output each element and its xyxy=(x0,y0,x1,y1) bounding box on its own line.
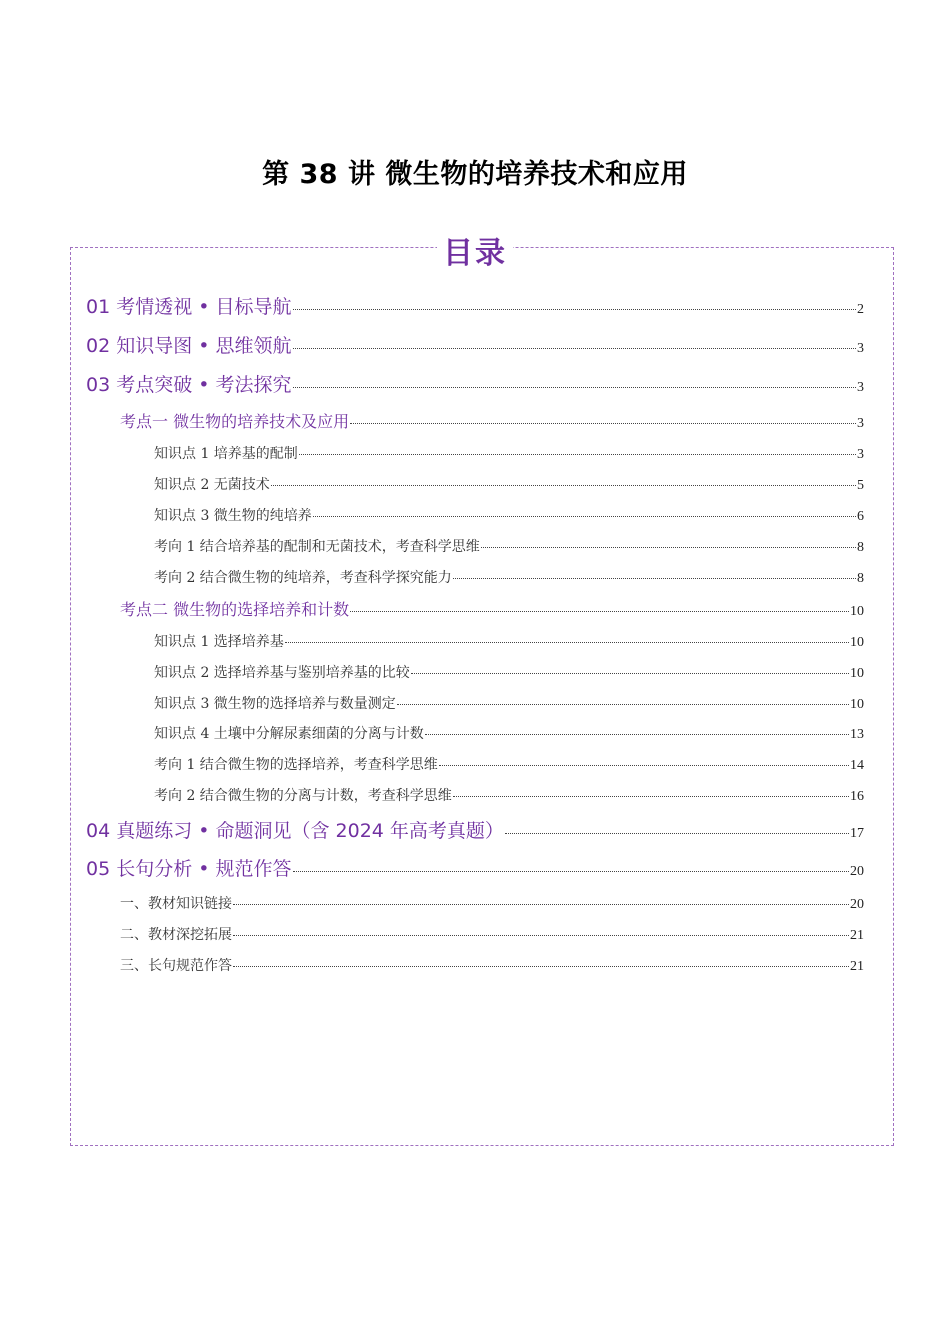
toc-entry-kaoxiang-2-1[interactable] xyxy=(154,754,864,774)
dot-leader xyxy=(293,387,856,388)
dot-leader xyxy=(411,673,849,674)
dot-leader xyxy=(293,348,856,349)
toc-entry-label: 知识点 3 微生物的纯培养 xyxy=(154,508,312,524)
toc-entry-label: 考向 2 结合微生物的分离与计数，考查科学思维 xyxy=(154,788,452,804)
toc-entry-label: 三、长句规范作答 xyxy=(120,958,232,974)
toc-entry-label: 考点二 微生物的选择培养和计数 xyxy=(120,600,350,619)
toc-entry-kaoxiang-1-2[interactable] xyxy=(154,567,864,587)
toc-entry-zhishidian-2-2[interactable] xyxy=(154,662,864,682)
toc-entry-page: 10 xyxy=(850,697,864,712)
document-title: 第 38 讲 微生物的培养技术和应用 xyxy=(262,159,688,190)
dot-leader xyxy=(453,578,856,579)
toc-entry-page: 14 xyxy=(850,758,864,773)
toc-entry-label: 01 考情透视 • 目标导航 xyxy=(86,296,292,318)
toc-entry-label: 二、教材深挖拓展 xyxy=(120,927,232,943)
toc-entry-label: 考向 1 结合培养基的配制和无菌技术，考查科学思维 xyxy=(154,539,480,555)
toc-entry-page: 2 xyxy=(857,302,864,317)
toc-entry-label: 知识点 1 选择培养基 xyxy=(154,634,284,650)
toc-entry-section-02[interactable] xyxy=(86,331,864,358)
dot-leader xyxy=(285,642,849,643)
toc-entry-zhishidian-1-3[interactable] xyxy=(154,505,864,525)
toc-entry-label: 考向 1 结合微生物的选择培养，考查科学思维 xyxy=(154,757,438,773)
toc-entry-page: 20 xyxy=(850,897,864,912)
toc-entry-zhishidian-2-1[interactable] xyxy=(154,631,864,651)
dot-leader xyxy=(293,871,849,872)
dot-leader xyxy=(350,611,849,612)
dot-leader xyxy=(439,765,849,766)
toc-entry-sub-05-1[interactable] xyxy=(120,893,864,913)
toc-entry-section-04[interactable] xyxy=(86,816,864,843)
toc-entry-page: 10 xyxy=(850,604,864,619)
dot-leader xyxy=(397,704,849,705)
toc-entry-label: 04 真题练习 • 命题洞见（含 2024 年高考真题） xyxy=(86,820,504,842)
dot-leader xyxy=(425,734,849,735)
toc-entry-kaodian-1[interactable] xyxy=(120,409,864,432)
dot-leader xyxy=(299,454,856,455)
toc-entry-kaoxiang-2-2[interactable] xyxy=(154,785,864,805)
dot-leader xyxy=(233,935,849,936)
toc-entry-page: 3 xyxy=(857,416,864,431)
toc-entry-page: 8 xyxy=(857,571,864,586)
toc-entry-label: 知识点 2 无菌技术 xyxy=(154,477,270,493)
dot-leader xyxy=(233,966,849,967)
toc-entry-page: 13 xyxy=(850,727,864,742)
toc-entry-page: 10 xyxy=(850,666,864,681)
dot-leader xyxy=(505,833,849,834)
toc-entry-label: 05 长句分析 • 规范作答 xyxy=(86,858,292,880)
toc-entry-page: 10 xyxy=(850,635,864,650)
toc-entry-page: 3 xyxy=(857,447,864,462)
dot-leader xyxy=(233,904,849,905)
toc-entry-label: 知识点 4 土壤中分解尿素细菌的分离与计数 xyxy=(154,726,424,742)
toc-entry-label: 考向 2 结合微生物的纯培养，考查科学探究能力 xyxy=(154,570,452,586)
toc-entry-label: 考点一 微生物的培养技术及应用 xyxy=(120,412,350,431)
toc-entry-page: 20 xyxy=(850,864,864,879)
toc-entry-label: 一、教材知识链接 xyxy=(120,896,232,912)
toc-entry-page: 8 xyxy=(857,540,864,555)
toc-entry-page: 3 xyxy=(857,341,864,356)
dot-leader xyxy=(481,547,856,548)
dot-leader xyxy=(293,309,856,310)
dot-leader xyxy=(453,796,849,797)
toc-entry-label: 知识点 2 选择培养基与鉴别培养基的比较 xyxy=(154,665,410,681)
toc-entry-zhishidian-1-1[interactable] xyxy=(154,443,864,463)
toc-entry-section-01[interactable] xyxy=(86,292,864,319)
toc-entry-sub-05-3[interactable] xyxy=(120,955,864,975)
toc-entry-section-03[interactable] xyxy=(86,370,864,397)
toc-entry-sub-05-2[interactable] xyxy=(120,924,864,944)
dot-leader xyxy=(271,485,856,486)
toc-entry-page: 16 xyxy=(850,789,864,804)
toc-entry-page: 3 xyxy=(857,380,864,395)
toc-entry-page: 5 xyxy=(857,478,864,493)
toc-entry-kaoxiang-1-1[interactable] xyxy=(154,536,864,556)
toc-entry-page: 17 xyxy=(850,826,864,841)
toc-entry-section-05[interactable] xyxy=(86,854,864,881)
toc-entry-label: 知识点 3 微生物的选择培养与数量测定 xyxy=(154,696,396,712)
toc-entry-page: 6 xyxy=(857,509,864,524)
toc-entry-label: 02 知识导图 • 思维领航 xyxy=(86,335,292,357)
dot-leader xyxy=(313,516,856,517)
toc-entry-page: 21 xyxy=(850,928,864,943)
toc-entry-label: 03 考点突破 • 考法探究 xyxy=(86,374,292,396)
toc-entry-label: 知识点 1 培养基的配制 xyxy=(154,446,298,462)
toc-entry-zhishidian-2-3[interactable] xyxy=(154,693,864,713)
toc-entry-zhishidian-2-4[interactable] xyxy=(154,723,864,743)
toc-heading: 目录 xyxy=(437,228,513,272)
toc-entry-kaodian-2[interactable] xyxy=(120,597,864,620)
dot-leader xyxy=(350,423,856,424)
toc-entry-page: 21 xyxy=(850,959,864,974)
toc-entry-zhishidian-1-2[interactable] xyxy=(154,474,864,494)
